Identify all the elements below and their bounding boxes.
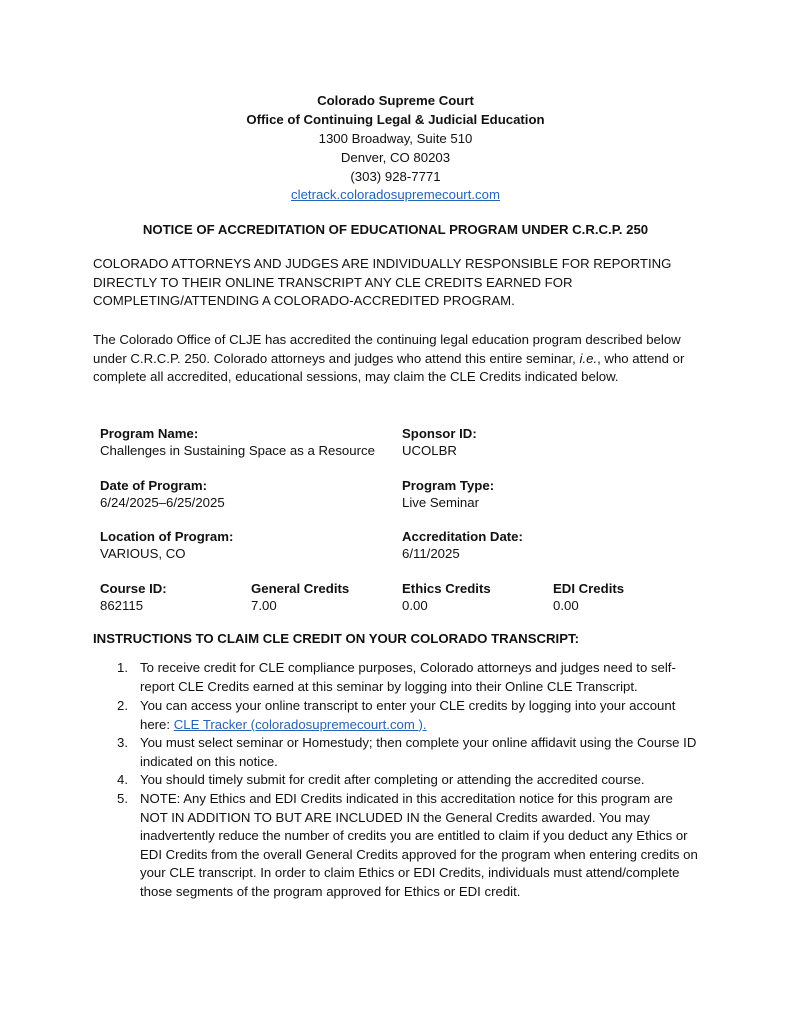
edi-credits-label: EDI Credits [553, 581, 625, 596]
intro-paragraph [93, 331, 705, 387]
responsibility-warning: COLORADO ATTORNEYS AND JUDGES ARE INDIVIDUALLY RESPONSIBLE FOR REPORTING DIRECTLY TO THEIR ONLINE TRANSCRIPT ANY CLE CREDITS EARNED FOR COMPLETING/ATTENDING A COLORADO-ACCREDITED PROGRAM. [93, 256, 672, 309]
list-item: You must select seminar or Homestudy; then complete your online affidavit using the Course ID indicated on this notice. [140, 735, 697, 769]
instructions-heading: INSTRUCTIONS TO CLAIM CLE CREDIT ON YOUR COLORADO TRANSCRIPT: [93, 631, 579, 646]
list-item-number: 4. [117, 772, 128, 787]
edi-credits-value: 0.00 [553, 598, 579, 613]
program-name-label: Program Name: [100, 426, 199, 441]
program-date-label: Date of Program: [100, 478, 207, 493]
intro-text-end: , who attend or complete all accredited, educational sessions, may claim the CLE Credits indicated below. [93, 350, 685, 385]
program-type-value: Live Seminar [402, 495, 479, 510]
ethics-credits-label: Ethics Credits [402, 581, 491, 596]
cle-tracker-link[interactable]: CLE Tracker (coloradosupremecourt.com ). [173, 716, 427, 732]
list-item: NOTE: Any Ethics and EDI Credits indicated in this accreditation notice for this program are NOT IN ADDITION TO BUT ARE INCLUDED IN the General Credits awarded. You may inadvertently reduce the number of credits you are entitled to claim if you deduct any Ethics or EDI Credits from the overall General Credits approved for the program when entering credits on your CLE transcript. In order to claim Ethics or EDI Credits, individuals must attend/complete those segments of the program approved for Ethics or EDI credit. [140, 791, 698, 899]
court-name: Colorado Supreme Court [317, 93, 474, 108]
general-credits-label: General Credits [251, 581, 350, 596]
list-item [140, 697, 700, 734]
list-item-text: You can access your online transcript to enter your CLE credits by logging into your account here: [140, 698, 676, 732]
list-item: To receive credit for CLE compliance purposes, Colorado attorneys and judges need to self-report CLE Credits earned at this seminar by logging into their Online CLE Transcript. [140, 660, 676, 694]
program-type-label: Program Type: [402, 478, 495, 493]
address-line-2: Denver, CO 80203 [340, 150, 451, 165]
website-row [0, 186, 791, 205]
ethics-credits-value: 0.00 [402, 598, 428, 613]
program-date-value: 6/24/2025–6/25/2025 [100, 495, 225, 510]
location-label: Location of Program: [100, 529, 234, 544]
address-line-1: 1300 Broadway, Suite 510 [318, 131, 473, 146]
accreditation-date-label: Accreditation Date: [402, 529, 523, 544]
office-name: Office of Continuing Legal & Judicial Education [246, 112, 545, 127]
accreditation-date-value: 6/11/2025 [402, 546, 460, 561]
intro-text-start: The Colorado Office of CLJE has accredited the continuing legal education program described below under C.R.C.P. 250. Colorado attorneys and judges who attend this entire seminar, [93, 332, 681, 366]
website-link[interactable]: cletrack.coloradosupremecourt.com [291, 187, 500, 202]
sponsor-id-value: UCOLBR [402, 443, 457, 458]
list-item: You should timely submit for credit after completing or attending the accredited course. [140, 772, 645, 787]
course-id-value: 862115 [100, 598, 144, 613]
general-credits-value: 7.00 [251, 598, 277, 613]
location-value: VARIOUS, CO [100, 546, 186, 561]
phone-number: (303) 928-7771 [350, 169, 441, 184]
list-item-number: 3. [117, 735, 128, 750]
intro-ie: i.e. [579, 350, 598, 366]
list-item-number: 1. [117, 660, 128, 675]
sponsor-id-label: Sponsor ID: [402, 426, 477, 441]
program-name-value: Challenges in Sustaining Space as a Resource [100, 443, 375, 458]
list-item-number: 5. [117, 791, 128, 806]
notice-title: NOTICE OF ACCREDITATION OF EDUCATIONAL PROGRAM UNDER C.R.C.P. 250 [142, 222, 649, 237]
course-id-label: Course ID: [100, 581, 167, 596]
list-item-number: 2. [117, 698, 128, 713]
